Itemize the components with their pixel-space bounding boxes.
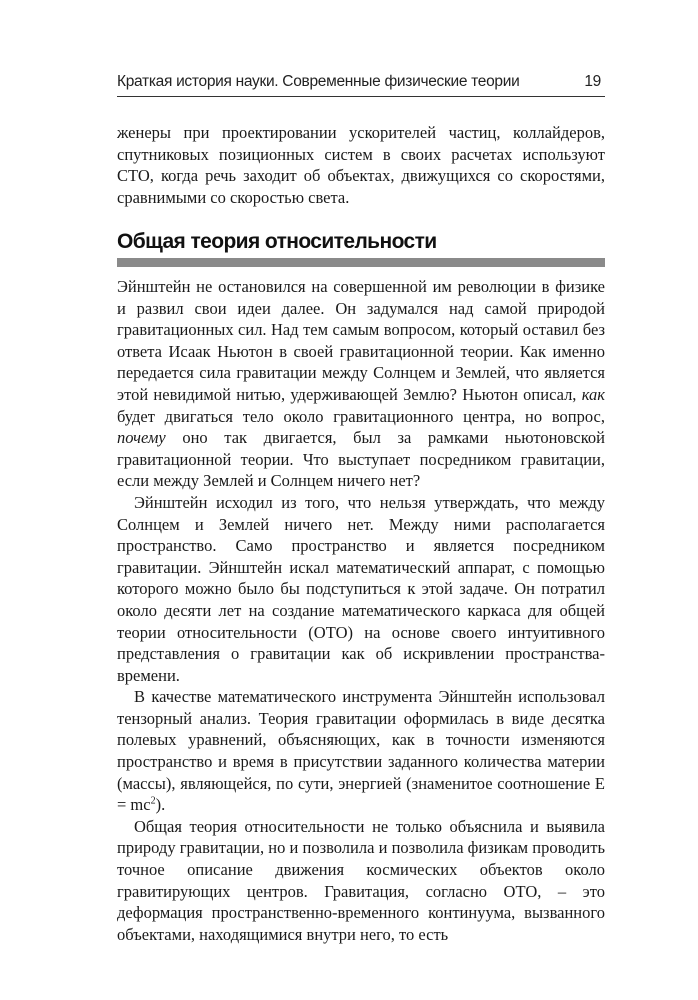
paragraph-2: Эйнштейн исходил из того, что нельзя утверждать, что между Солнцем и Землей ничего нет. Между ними располагается пространство. Само пространство и является посредником гравитации. Эйнштейн искал математический аппарат, с помощью которого можно было бы подступиться к этой задаче. Он потратил около десяти лет на создание математического каркаса для общей теории относительности (ОТО) на основе своего интуитивного представления о гравитации как об искривлении пространства-времени. [117,492,605,685]
paragraph-1-text-a: Эйнштейн не остановился на совершенной им революции в физике и развил свои идеи далее. Он задумался над самой природой гравитационных сил. Над тем самым вопросом, который оставил без ответа Исаак Ньютон в своей гравитационной теории. Как именно передается сила гравитации между Солнцем и Землей, что является этой невидимой нитью, удерживающей Землю? Ньютон описал, [117,277,605,404]
running-title: Краткая история науки. Современные физические теории [117,73,520,90]
section-body [117,276,605,945]
paragraph-3-superscript: 2 [150,795,156,807]
page-number: 19 [584,73,601,90]
paragraph-3-text-a: В качестве математического инструмента Эйнштейн использовал тензорный анализ. Теория гравитации оформилась в виде десятка полевых уравнений, объясняющих, как в точности изменяются пространство и время в присутствии заданного количества материи (массы), являющейся, по сути, энергией (знаменитое соотношение E = mc [117,687,605,815]
running-head [117,73,605,97]
paragraph-1-text-c: оно так двигается, был за рамками ньютоновской гравитационной теории. Что выступает посредником гравитации, если между Землей и Солнцем ничего нет? [117,428,605,491]
paragraph-4: Общая теория относительности не только объяснила и выявила природу гравитации, но и позволила и позволила физикам проводить точное описание движения космических объектов около гравитирующих центров. Гравитация, согласно ОТО, – это деформация пространственно-временного континуума, вызванного объектами, находящимися внутри него, то есть [117,816,605,944]
paragraph-1-emphasis-2: почему [117,428,166,448]
paragraph-3-text-b: ). [155,795,166,815]
paragraph-3 [117,686,605,816]
continued-paragraph-block [117,122,605,208]
paragraph-1 [117,276,605,492]
continued-paragraph: женеры при проектировании ускорителей частиц, коллайдеров, спутниковых позиционных систем в своих расчетах используют СТО, когда речь заходит об объектах, движущихся со скоростями, сравнимыми со скоростью света. [117,123,605,207]
paragraph-1-text-b: будет двигаться тело около гравитационного центра, но вопрос, [117,406,605,426]
paragraph-1-emphasis-1: как [581,384,605,404]
section-heading-bar [117,258,605,267]
header-rule [117,96,605,97]
section-heading: Общая теория относительности [117,230,437,253]
